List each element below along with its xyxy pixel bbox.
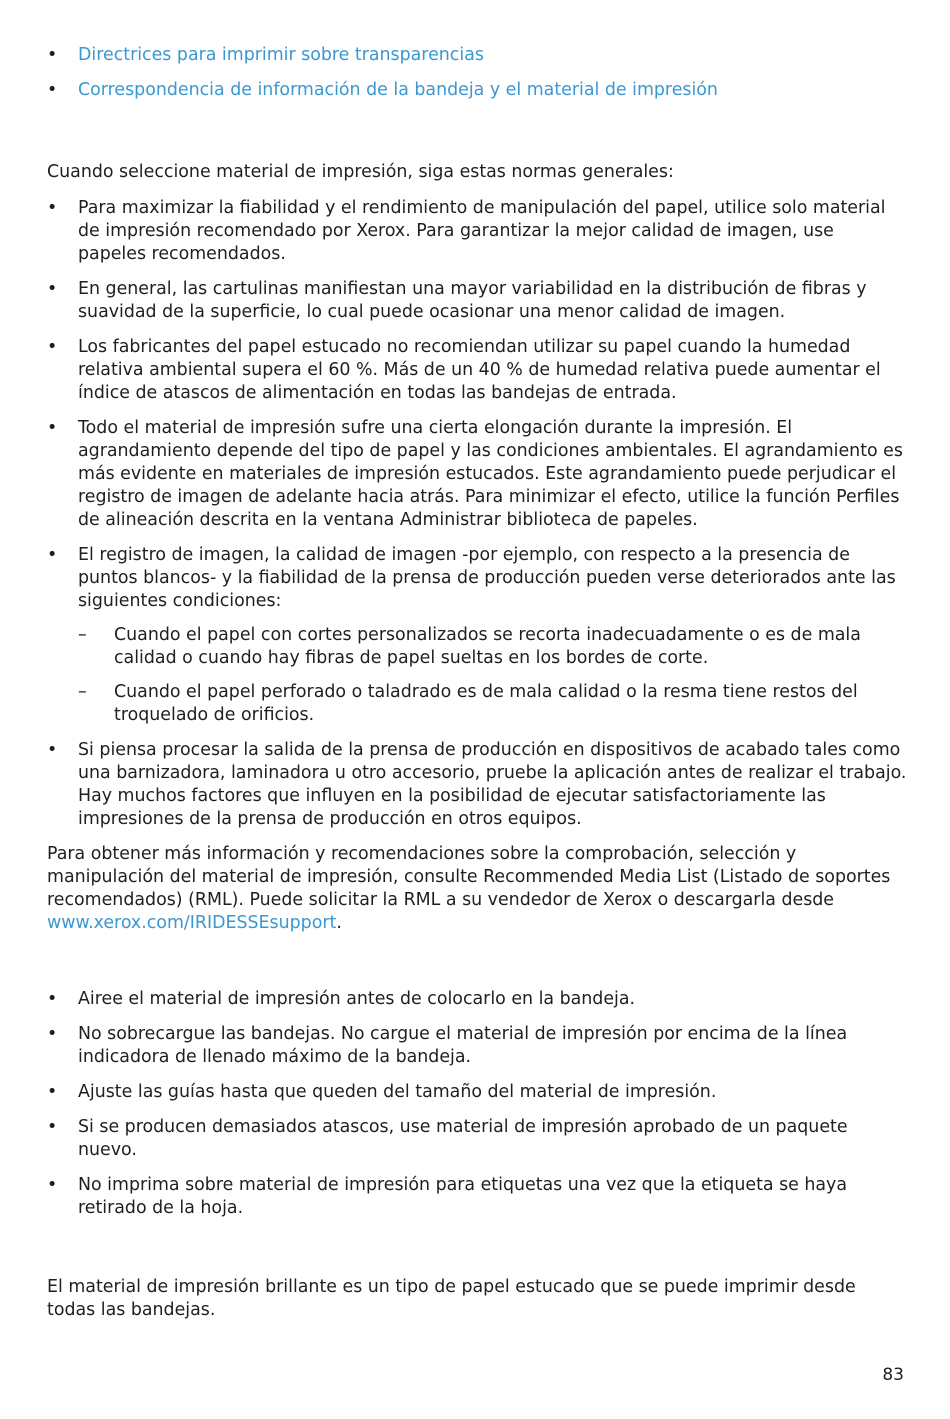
list-item: • Ajuste las guías hasta que queden del tamaño del material de impresión.	[47, 1081, 907, 1104]
list-item	[47, 544, 907, 727]
guidelines-list	[47, 197, 907, 831]
more-info-text: Para obtener más información y recomendaciones sobre la comprobación, selección y manipulación del material de impresión, consulte Recommended Media List (Listado de soportes recomendados) (RML). Puede solicitar la RML a su vendedor de Xerox o descargarla desde	[47, 844, 891, 910]
list-item: • No sobrecargue las bandejas. No cargue el material de impresión por encima de la línea indicadora de llenado máximo de la bandeja.	[47, 1023, 907, 1069]
page-number: 83	[882, 1365, 904, 1385]
related-links-list	[47, 44, 907, 114]
loading-tips-list	[47, 988, 907, 1232]
list-item-text: El registro de imagen, la calidad de imagen -por ejemplo, con respecto a la presencia de puntos blancos- y la fiabilidad de la prensa de producción pueden verse deteriorados ante las siguientes condiciones:	[78, 545, 896, 611]
list-item: • Si se producen demasiados atascos, use material de impresión aprobado de un paquete nuevo.	[47, 1116, 907, 1162]
sub-list-item: – Cuando el papel con cortes personalizados se recorta inadecuadamente o es de mala calidad o cuando hay fibras de papel sueltas en los bordes de corte.	[47, 624, 907, 670]
support-link[interactable]: www.xerox.com/IRIDESSEsupport	[47, 913, 337, 933]
glossy-paragraph: El material de impresión brillante es un tipo de papel estucado que se puede imprimir desde todas las bandejas.	[47, 1277, 856, 1320]
guidelines-section	[47, 197, 907, 935]
tray-media-link[interactable]: Correspondencia de información de la bandeja y el material de impresión	[78, 80, 718, 100]
list-item: • Para maximizar la fiabilidad y el rendimiento de manipulación del papel, utilice solo material de impresión recomendado por Xerox. Para garantizar la mejor calidad de imagen, use papeles recomendados.	[47, 197, 907, 266]
list-item	[47, 44, 907, 67]
list-item: • Todo el material de impresión sufre una cierta elongación durante la impresión. El agrandamiento depende del tipo de papel y las condiciones ambientales. El agrandamiento es más evidente en materiales de impresión estucados. Este agrandamiento puede perjudicar el registro de imagen de adelante hacia atrás. Para minimizar el efecto, utilice la función Perfiles de alineación descrita en la ventana Administrar biblioteca de papeles.	[47, 417, 907, 532]
conditions-list	[47, 624, 907, 727]
intro-text: Cuando seleccione material de impresión, siga estas normas generales:	[47, 162, 674, 182]
transparencies-link[interactable]: Directrices para imprimir sobre transparencias	[78, 45, 484, 65]
list-item: • En general, las cartulinas manifiestan una mayor variabilidad en la distribución de fibras y suavidad de la superficie, lo cual puede ocasionar una menor calidad de imagen.	[47, 278, 907, 324]
list-item: • Si piensa procesar la salida de la prensa de producción en dispositivos de acabado tales como una barnizadora, laminadora u otro accesorio, pruebe la aplicación antes de realizar el trabajo. Hay muchos factores que influyen en la posibilidad de ejecutar satisfactoriamente las impresiones de la prensa de producción en otros equipos.	[47, 739, 907, 831]
list-item	[47, 79, 907, 102]
list-item: • No imprima sobre material de impresión para etiquetas una vez que la etiqueta se haya retirado de la hoja.	[47, 1174, 907, 1220]
more-info-end: .	[336, 913, 342, 933]
list-item: • Los fabricantes del papel estucado no recomiendan utilizar su papel cuando la humedad relativa ambiental supera el 60 %. Más de un 40 % de humedad relativa puede aumentar el índice de atascos de alimentación en todas las bandejas de entrada.	[47, 336, 907, 405]
more-info-paragraph	[47, 843, 907, 935]
sub-list-item: – Cuando el papel perforado o taladrado es de mala calidad o la resma tiene restos del troquelado de orificios.	[47, 681, 907, 727]
list-item: • Airee el material de impresión antes de colocarlo en la bandeja.	[47, 988, 907, 1011]
